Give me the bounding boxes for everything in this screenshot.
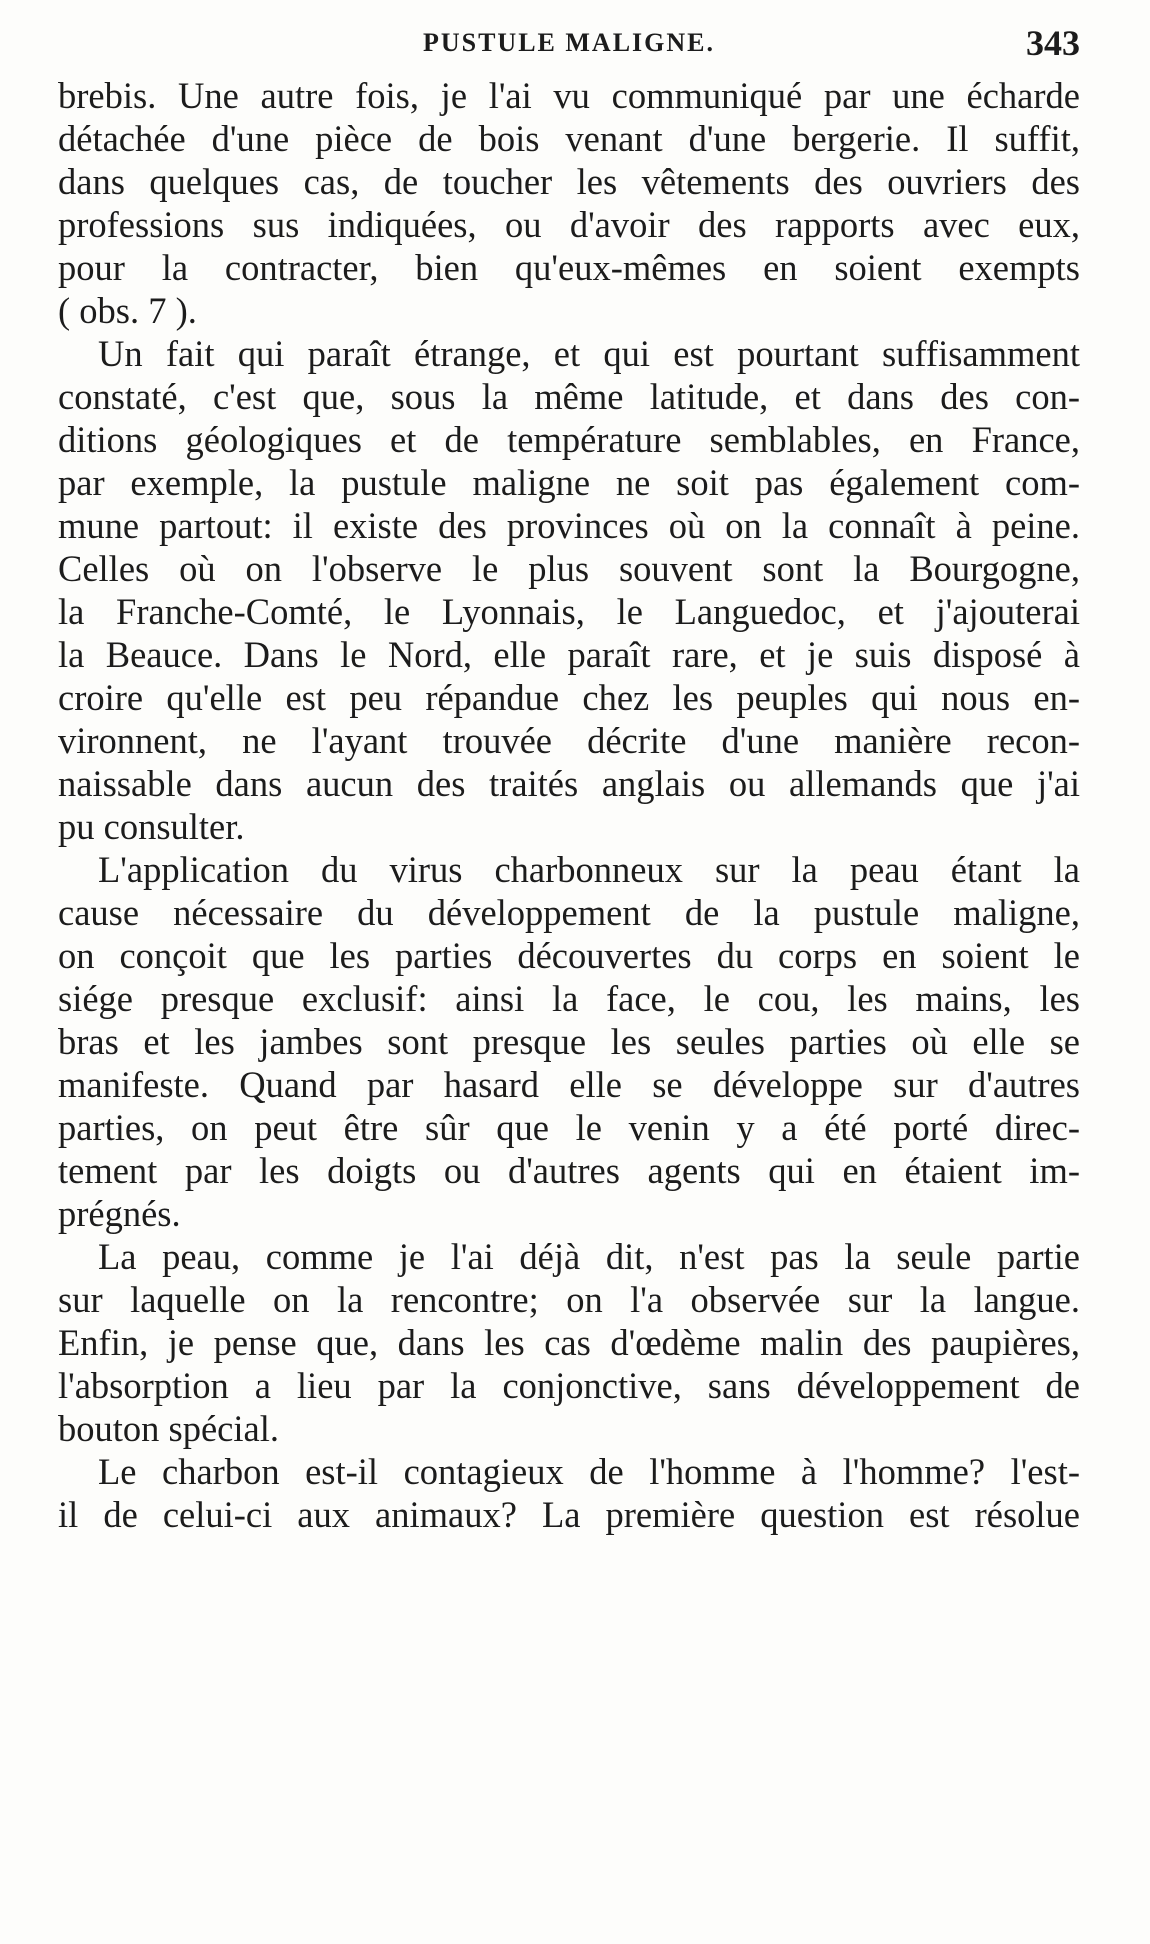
text-line: croire qu'elle est peu répandue chez les peuples qui nous en- xyxy=(58,677,1080,718)
text-line: pour la contracter, bien qu'eux-mêmes en soient exempts xyxy=(58,247,1080,288)
text-line: pu consulter. xyxy=(58,806,245,847)
text-line: sur laquelle on la rencontre; on l'a observée sur la langue. xyxy=(58,1279,1080,1320)
text-line: l'absorption a lieu par la conjonctive, sans développement de xyxy=(58,1365,1080,1406)
text-line: Un fait qui paraît étrange, et qui est pourtant suffisamment xyxy=(98,333,1080,374)
text-line: par exemple, la pustule maligne ne soit pas également com- xyxy=(58,462,1080,503)
text-line: vironnent, ne l'ayant trouvée décrite d'une manière recon- xyxy=(58,720,1080,761)
text-line: tement par les doigts ou d'autres agents qui en étaient im- xyxy=(58,1150,1080,1191)
text-line: professions sus indiquées, ou d'avoir des rapports avec eux, xyxy=(58,204,1080,245)
text-line: la Beauce. Dans le Nord, elle paraît rare, et je suis disposé à xyxy=(58,634,1080,675)
text-line: La peau, comme je l'ai déjà dit, n'est pas la seule partie xyxy=(98,1236,1080,1277)
text-line: siége presque exclusif: ainsi la face, le cou, les mains, les xyxy=(58,978,1080,1019)
text-line: prégnés. xyxy=(58,1193,181,1234)
text-line: cause nécessaire du développement de la pustule maligne, xyxy=(58,892,1080,933)
text-line: on conçoit que les parties découvertes du corps en soient le xyxy=(58,935,1080,976)
running-title: PUSTULE MALIGNE. xyxy=(422,28,716,57)
text-line: constaté, c'est que, sous la même latitude, et dans des con- xyxy=(58,376,1080,417)
text-line: manifeste. Quand par hasard elle se développe sur d'autres xyxy=(58,1064,1080,1105)
page-header xyxy=(58,22,1080,66)
text-line: ( obs. 7 ). xyxy=(58,290,197,331)
text-line: la Franche-Comté, le Lyonnais, le Languedoc, et j'ajouterai xyxy=(58,591,1080,632)
text-line: ditions géologiques et de température semblables, en France, xyxy=(58,419,1080,460)
text-line: détachée d'une pièce de bois venant d'une bergerie. Il suffit, xyxy=(58,118,1080,159)
text-line: parties, on peut être sûr que le venin y a été porté direc- xyxy=(58,1107,1080,1148)
text-line: il de celui-ci aux animaux? La première question est résolue xyxy=(58,1494,1080,1535)
text-line: dans quelques cas, de toucher les vêtements des ouvriers des xyxy=(58,161,1080,202)
text-line: naissable dans aucun des traités anglais ou allemands que j'ai xyxy=(58,763,1080,804)
text-line: Le charbon est-il contagieux de l'homme à l'homme? l'est- xyxy=(98,1451,1080,1492)
text-line: bras et les jambes sont presque les seules parties où elle se xyxy=(58,1021,1080,1062)
page-number: 343 xyxy=(1026,23,1080,63)
text-line: L'application du virus charbonneux sur la peau étant la xyxy=(98,849,1080,890)
text-line: Enfin, je pense que, dans les cas d'œdème malin des paupières, xyxy=(58,1322,1080,1363)
text-line: brebis. Une autre fois, je l'ai vu communiqué par une écharde xyxy=(58,75,1080,116)
text-line: Celles où on l'observe le plus souvent sont la Bourgogne, xyxy=(58,548,1080,589)
text-line: bouton spécial. xyxy=(58,1408,279,1449)
text-line: mune partout: il existe des provinces où on la connaît à peine. xyxy=(58,505,1080,546)
